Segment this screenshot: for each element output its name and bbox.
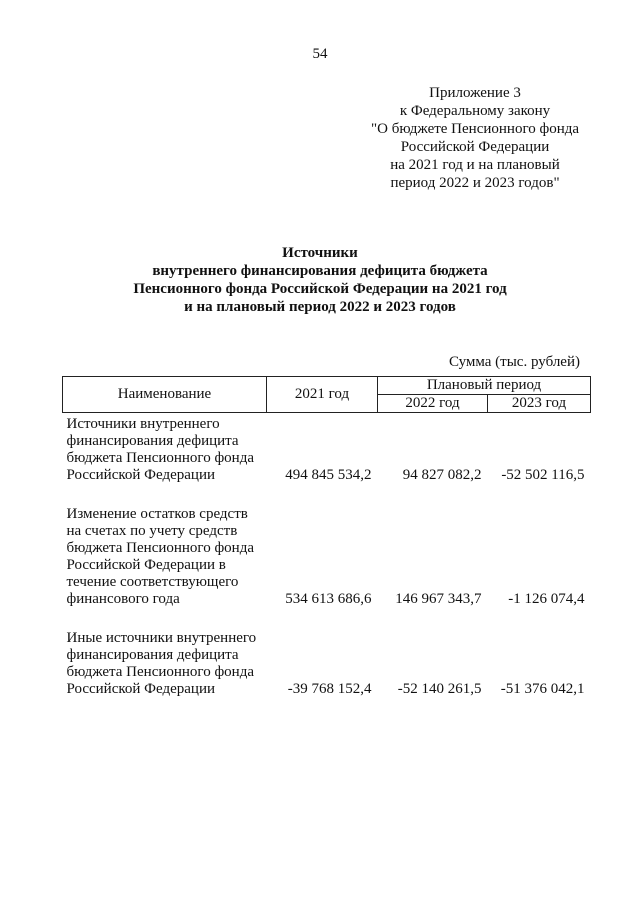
row-name-line: Российской Федерации [66, 681, 216, 697]
row-name [63, 608, 267, 698]
appendix-line: "О бюджете Пенсионного фонда [370, 121, 580, 137]
row-name-line: бюджета Пенсионного фонда [66, 450, 254, 466]
row-name [63, 413, 267, 485]
row-name [63, 484, 267, 608]
row-name-line: финансирования дефицита [66, 433, 239, 449]
header-2022: 2022 год [378, 395, 488, 413]
value-2023: -51 376 042,1 [500, 681, 585, 697]
row-name-line: бюджета Пенсионного фонда [66, 540, 254, 556]
row-name-line: финансового года [66, 591, 180, 607]
value-2021: -39 768 152,4 [287, 681, 372, 697]
title-line: и на плановый период 2022 и 2023 годов [184, 299, 456, 315]
row-name-line: Иные источники внутреннего [66, 630, 257, 646]
table-row [63, 413, 591, 485]
value-2023: -1 126 074,4 [508, 591, 585, 607]
appendix-line: период 2022 и 2023 годов" [390, 175, 560, 191]
table-row [63, 484, 591, 608]
row-name-line: Российской Федерации [66, 467, 216, 483]
row-name-line: течение соответствующего [66, 574, 239, 590]
row-name-line: Российской Федерации в [66, 557, 226, 573]
header-2021: 2021 год [267, 377, 378, 413]
value-2021: 494 845 534,2 [285, 467, 372, 483]
row-name-line: бюджета Пенсионного фонда [66, 664, 254, 680]
document-title [0, 244, 640, 316]
page-number: 54 [312, 46, 328, 62]
appendix-line: на 2021 год и на плановый [390, 157, 560, 173]
value-2022: 94 827 082,2 [402, 467, 482, 483]
units-label: Сумма (тыс. рублей) [448, 354, 580, 370]
value-2023: -52 502 116,5 [501, 467, 585, 483]
appendix-line: Российской Федерации [400, 139, 550, 155]
appendix-reference [340, 84, 610, 192]
value-2021: 534 613 686,6 [285, 591, 372, 607]
table-row [63, 608, 591, 698]
appendix-line: Приложение 3 [429, 85, 521, 101]
row-name-line: Изменение остатков средств [66, 506, 248, 522]
value-2022: 146 967 343,7 [395, 591, 482, 607]
header-planned-period: Плановый период [378, 377, 591, 395]
value-2022: -52 140 261,5 [397, 681, 482, 697]
title-line: Источники [282, 245, 358, 261]
title-line: Пенсионного фонда Российской Федерации на 2021 год [133, 281, 507, 297]
row-name-line: на счетах по учету средств [66, 523, 238, 539]
row-name-line: финансирования дефицита [66, 647, 239, 663]
header-2023: 2023 год [488, 395, 591, 413]
row-name-line: Источники внутреннего [66, 416, 220, 432]
header-name: Наименование [63, 377, 267, 413]
appendix-line: к Федеральному закону [399, 103, 551, 119]
budget-sources-table [62, 376, 591, 698]
title-line: внутреннего финансирования дефицита бюджета [152, 263, 488, 279]
